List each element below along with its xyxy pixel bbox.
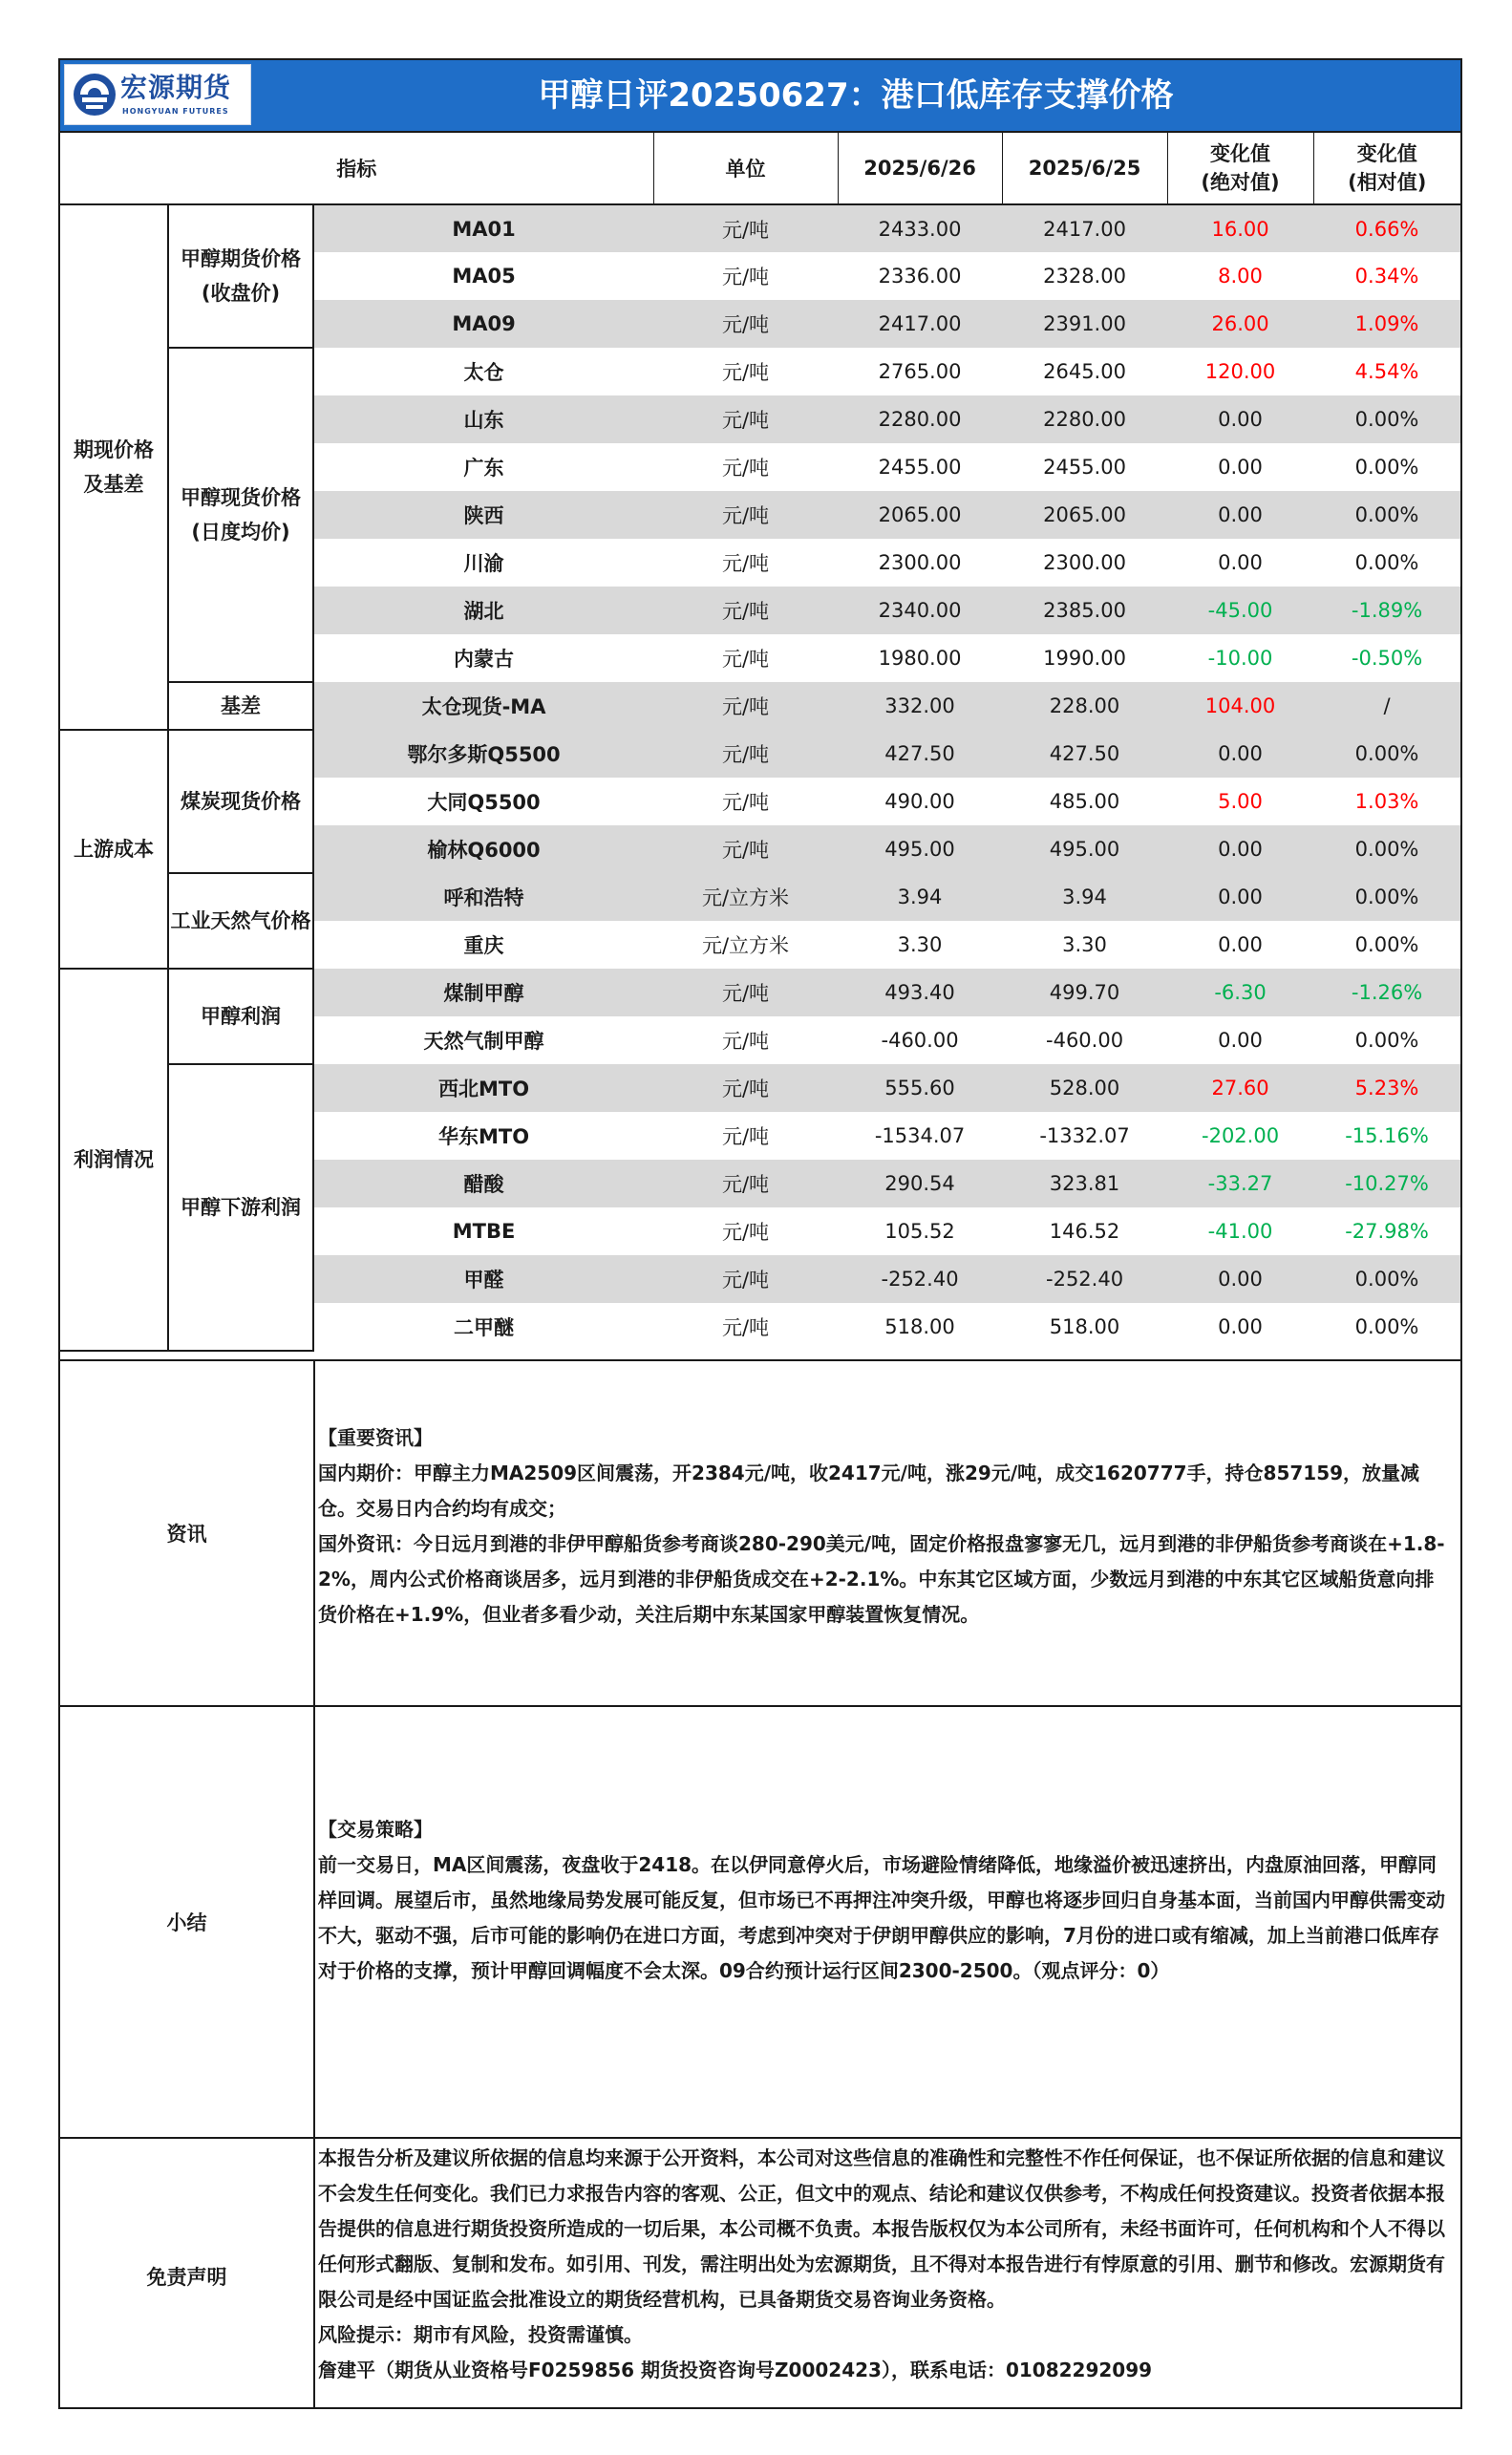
unit-cell: 元/吨 — [653, 825, 838, 873]
value-today-cell: 2765.00 — [878, 360, 962, 383]
indicator-cell: 呼和浩特 — [313, 873, 653, 921]
change-rel-cell: 0.00% — [1313, 491, 1460, 539]
unit-cell: 元/吨 — [653, 969, 838, 1016]
change-rel-cell: 0.00% — [1313, 825, 1460, 873]
value-today-cell: 493.40 — [838, 969, 1002, 1016]
subcategory-cell: 甲醇现货价格 (日度均价) — [168, 348, 313, 682]
risk-warning: 风险提示：期市有风险，投资需谨慎。 — [318, 2323, 643, 2346]
indicator-cell: MA01 — [313, 204, 653, 252]
indicator-cell: 鄂尔多斯Q5500 — [313, 730, 653, 778]
change-rel-cell: 1.09% — [1313, 300, 1460, 348]
value-today-cell: -1534.07 — [874, 1124, 966, 1147]
indicator-cell: 陕西 — [313, 491, 653, 539]
value-prev-cell: 2328.00 — [1043, 265, 1126, 288]
news-body — [318, 1420, 1453, 1633]
value-today-cell: 332.00 — [838, 682, 1002, 730]
subcategory-cell: 工业天然气价格 — [168, 873, 313, 969]
unit-cell: 元/吨 — [653, 1160, 838, 1207]
indicator-cell: 山东 — [313, 395, 653, 443]
value-prev-cell: 2385.00 — [1002, 587, 1167, 634]
change-abs-cell: -10.00 — [1207, 647, 1273, 670]
unit-cell: 元/吨 — [721, 552, 770, 575]
change-rel-cell: -27.98% — [1345, 1220, 1429, 1243]
header-indicator: 指标 — [60, 132, 653, 204]
change-rel-cell: 0.00% — [1313, 873, 1460, 921]
value-prev-cell: 2300.00 — [1043, 551, 1126, 574]
summary-body — [318, 1812, 1453, 1989]
subcategory-cell: 甲醇期货价格 (收盘价) — [168, 204, 313, 348]
category-cell: 上游成本 — [60, 730, 168, 969]
indicator-cell: 湖北 — [313, 587, 653, 634]
table-row — [60, 348, 1460, 395]
change-abs-cell: 104.00 — [1167, 682, 1313, 730]
value-prev-cell: 485.00 — [1049, 790, 1120, 813]
category-cell: 期现价格 及基差 — [60, 204, 168, 730]
news-label: 资讯 — [60, 1361, 315, 1705]
header-change-rel: 变化值 (相对值) — [1313, 132, 1460, 204]
change-rel-cell: 0.00% — [1354, 1315, 1419, 1338]
change-abs-cell: 0.00 — [1167, 873, 1313, 921]
change-rel-cell: 5.23% — [1313, 1064, 1460, 1112]
unit-cell: 元/吨 — [721, 1125, 770, 1148]
table-header-row — [60, 132, 1460, 204]
indicator-cell: 大同Q5500 — [427, 791, 541, 814]
value-today-cell: -252.40 — [838, 1255, 1002, 1303]
change-abs-cell: -6.30 — [1167, 969, 1313, 1016]
indicator-cell: 醋酸 — [313, 1160, 653, 1207]
table-row — [60, 1064, 1460, 1112]
value-prev-cell: 2391.00 — [1002, 300, 1167, 348]
indicator-cell: 太仓现货-MA — [313, 682, 653, 730]
indicator-table — [60, 131, 1460, 1352]
disclaimer-block — [60, 2137, 1460, 2409]
change-abs-cell: 120.00 — [1204, 360, 1276, 383]
value-prev-cell: 2645.00 — [1043, 360, 1126, 383]
change-abs-cell: 0.00 — [1167, 825, 1313, 873]
unit-cell: 元/吨 — [721, 457, 770, 480]
value-today-cell: 490.00 — [884, 790, 955, 813]
change-abs-cell: -33.27 — [1167, 1160, 1313, 1207]
news-heading: 【重要资讯】 — [318, 1426, 433, 1449]
change-abs-cell: 0.00 — [1167, 730, 1313, 778]
value-prev-cell: 3.94 — [1002, 873, 1167, 921]
change-rel-cell: 4.54% — [1354, 360, 1419, 383]
header-date-1: 2025/6/26 — [838, 132, 1002, 204]
change-abs-cell: 16.00 — [1167, 204, 1313, 252]
value-prev-cell: 427.50 — [1002, 730, 1167, 778]
unit-cell: 元/吨 — [653, 1255, 838, 1303]
value-today-cell: 3.30 — [897, 933, 943, 956]
value-today-cell: 2433.00 — [838, 204, 1002, 252]
indicator-cell: 太仓 — [463, 361, 504, 384]
header-unit: 单位 — [653, 132, 838, 204]
value-today-cell: 2065.00 — [838, 491, 1002, 539]
change-rel-cell: 0.00% — [1354, 933, 1419, 956]
summary-label: 小结 — [60, 1707, 315, 2137]
value-prev-cell: 2455.00 — [1043, 456, 1126, 479]
unit-cell: 元/吨 — [653, 491, 838, 539]
value-prev-cell: 146.52 — [1049, 1220, 1120, 1243]
change-abs-cell: -202.00 — [1202, 1124, 1280, 1147]
change-abs-cell: 0.00 — [1218, 1029, 1263, 1052]
change-abs-cell: 26.00 — [1167, 300, 1313, 348]
indicator-cell: 内蒙古 — [454, 648, 515, 671]
value-prev-cell: 2280.00 — [1002, 395, 1167, 443]
unit-cell: 元/吨 — [721, 1221, 770, 1244]
value-prev-cell: 528.00 — [1002, 1064, 1167, 1112]
change-abs-cell: 5.00 — [1218, 790, 1263, 813]
value-prev-cell: 2417.00 — [1002, 204, 1167, 252]
indicator-cell: 榆林Q6000 — [313, 825, 653, 873]
unit-cell: 元/吨 — [653, 204, 838, 252]
change-rel-cell: -15.16% — [1345, 1124, 1429, 1147]
change-abs-cell: 0.00 — [1218, 456, 1263, 479]
change-rel-cell: 0.34% — [1354, 265, 1419, 288]
value-prev-cell: -1332.07 — [1039, 1124, 1130, 1147]
change-rel-cell: -10.27% — [1313, 1160, 1460, 1207]
value-prev-cell: -460.00 — [1046, 1029, 1124, 1052]
change-abs-cell: 0.00 — [1167, 491, 1313, 539]
indicator-cell: 广东 — [463, 457, 504, 480]
value-today-cell: 290.54 — [838, 1160, 1002, 1207]
value-today-cell: 427.50 — [838, 730, 1002, 778]
value-prev-cell: 518.00 — [1049, 1315, 1120, 1338]
change-rel-cell: 0.00% — [1313, 395, 1460, 443]
indicator-cell: 二甲醚 — [454, 1316, 515, 1339]
unit-cell: 元/立方米 — [653, 873, 838, 921]
indicator-cell: 重庆 — [463, 934, 504, 957]
change-rel-cell: -0.50% — [1351, 647, 1423, 670]
indicator-cell: MTBE — [452, 1220, 516, 1243]
unit-cell: 元/吨 — [653, 587, 838, 634]
unit-cell: 元/吨 — [653, 682, 838, 730]
change-rel-cell: 0.00% — [1313, 730, 1460, 778]
report-title: 甲醇日评20250627：港口低库存支撑价格 — [538, 76, 1174, 115]
disclaimer-body — [318, 2141, 1453, 2388]
summary-heading: 【交易策略】 — [318, 1818, 433, 1841]
value-prev-cell: 2065.00 — [1002, 491, 1167, 539]
change-rel-cell: 0.66% — [1313, 204, 1460, 252]
table-row — [60, 204, 1460, 252]
unit-cell: 元/吨 — [653, 730, 838, 778]
change-rel-cell: / — [1313, 682, 1460, 730]
unit-cell: 元/吨 — [653, 395, 838, 443]
indicator-cell: 川渝 — [463, 552, 504, 575]
unit-cell: 元/吨 — [721, 1316, 770, 1339]
value-today-cell: 2417.00 — [838, 300, 1002, 348]
change-abs-cell: 0.00 — [1218, 933, 1263, 956]
value-prev-cell: 1990.00 — [1043, 647, 1126, 670]
subcategory-cell: 甲醇下游利润 — [168, 1064, 313, 1351]
report-sheet — [58, 58, 1462, 2409]
table-row — [60, 730, 1460, 778]
value-today-cell: 555.60 — [838, 1064, 1002, 1112]
unit-cell: 元/吨 — [721, 648, 770, 671]
indicator-cell: 煤制甲醇 — [313, 969, 653, 1016]
news-block — [60, 1359, 1460, 1705]
subcategory-cell: 基差 — [168, 682, 313, 730]
value-today-cell: 2300.00 — [878, 551, 962, 574]
indicator-cell: 华东MTO — [437, 1125, 530, 1148]
logo-text: 宏源期货 — [120, 72, 232, 103]
value-today-cell: 2336.00 — [878, 265, 962, 288]
change-abs-cell: 8.00 — [1218, 265, 1263, 288]
change-rel-cell: 0.00% — [1313, 1255, 1460, 1303]
table-row — [60, 969, 1460, 1016]
indicator-cell: 西北MTO — [313, 1064, 653, 1112]
disclaimer-text: 本报告分析及建议所依据的信息均来源于公开资料，本公司对这些信息的准确性和完整性不作任何保证，也不保证所依据的信息和建议不会发生任何变化。我们已力求报告内容的客观、公正，但文中的观点、结论和建议仅供参考，不构成任何投资建议。投资者依据本报告提供的信息进行期货投资所造成的一切后果，本公司概不负责。本报告版权仅为本公司所有，未经书面许可，任何机构和个人不得以任何形式翻版、复制和发布。如引用、刊发，需注明出处为宏源期货，且不得对本报告进行有悖原意的引用、删节和修改。宏源期货有限公司是经中国证监会批准设立的期货经营机构，已具备期货交易咨询业务资格。 — [318, 2146, 1445, 2311]
change-abs-cell: -41.00 — [1207, 1220, 1273, 1243]
value-today-cell: 2340.00 — [838, 587, 1002, 634]
unit-cell: 元/吨 — [721, 791, 770, 814]
indicator-cell: 天然气制甲醇 — [423, 1030, 544, 1053]
change-abs-cell: 0.00 — [1167, 395, 1313, 443]
indicator-cell: 甲醛 — [313, 1255, 653, 1303]
news-foreign: 国外资讯：今日远月到港的非伊甲醇船货参考商谈280-290美元/吨，固定价格报盘寥寥无几，远月到港的非伊船货参考商谈在+1.8-2%，周内公式价格商谈居多，远月到港的非伊船货成交在+2-2.1%。中东其它区域方面，少数远月到港的中东其它区域船货意向排货价格在+1.9%，但业者多看少动，关注后期中东某国家甲醇装置恢复情况。 — [318, 1532, 1445, 1626]
unit-cell: 元/吨 — [721, 361, 770, 384]
summary-block — [60, 1705, 1460, 2137]
value-today-cell: 3.94 — [838, 873, 1002, 921]
indicator-cell: MA09 — [313, 300, 653, 348]
unit-cell: 元/吨 — [721, 1030, 770, 1053]
company-logo — [64, 64, 251, 125]
change-rel-cell: -1.26% — [1313, 969, 1460, 1016]
value-today-cell: 2280.00 — [838, 395, 1002, 443]
value-today-cell: 105.52 — [884, 1220, 955, 1243]
header-change-abs: 变化值 (绝对值) — [1167, 132, 1313, 204]
subcategory-cell: 甲醇利润 — [168, 969, 313, 1064]
unit-cell: 元/吨 — [653, 1064, 838, 1112]
value-today-cell: -460.00 — [881, 1029, 959, 1052]
indicator-cell: MA05 — [452, 265, 516, 288]
value-prev-cell: 228.00 — [1002, 682, 1167, 730]
value-prev-cell: 323.81 — [1002, 1160, 1167, 1207]
analyst-info: 詹建平（期货从业资格号F0259856 期货投资咨询号Z0002423），联系电话：01082292099 — [318, 2359, 1153, 2381]
change-abs-cell: 0.00 — [1218, 1315, 1263, 1338]
logo-icon — [71, 71, 118, 118]
category-cell: 利润情况 — [60, 969, 168, 1351]
value-today-cell: 495.00 — [838, 825, 1002, 873]
change-rel-cell: 0.00% — [1354, 551, 1419, 574]
value-today-cell: 518.00 — [884, 1315, 955, 1338]
change-abs-cell: 0.00 — [1167, 1255, 1313, 1303]
value-prev-cell: -252.40 — [1002, 1255, 1167, 1303]
unit-cell: 元/吨 — [653, 300, 838, 348]
change-rel-cell: -1.89% — [1313, 587, 1460, 634]
change-abs-cell: 27.60 — [1167, 1064, 1313, 1112]
change-rel-cell: 0.00% — [1354, 1029, 1419, 1052]
table-row — [60, 682, 1460, 730]
table-row — [60, 873, 1460, 921]
change-abs-cell: -45.00 — [1167, 587, 1313, 634]
header-date-2: 2025/6/25 — [1002, 132, 1167, 204]
change-rel-cell: 1.03% — [1354, 790, 1419, 813]
unit-cell: 元/立方米 — [701, 934, 790, 957]
logo-subtext: HONGYUAN FUTURES — [122, 107, 229, 116]
disclaimer-label: 免责声明 — [60, 2139, 315, 2409]
value-prev-cell: 499.70 — [1002, 969, 1167, 1016]
change-abs-cell: 0.00 — [1218, 551, 1263, 574]
change-rel-cell: 0.00% — [1354, 456, 1419, 479]
value-today-cell: 1980.00 — [878, 647, 962, 670]
news-domestic: 国内期价：甲醇主力MA2509区间震荡，开2384元/吨，收2417元/吨，涨29元/吨，成交1620777手，持仓857159，放量减仓。交易日内合约均有成交； — [318, 1462, 1420, 1520]
summary-text: 前一交易日，MA区间震荡，夜盘收于2418。在以伊同意停火后，市场避险情绪降低，地缘溢价被迅速挤出，内盘原油回落，甲醇同样回调。展望后市，虽然地缘局势发展可能反复，但市场已不再押注冲突升级，甲醇也将逐步回归自身基本面，当前国内甲醇供需变动不大，驱动不强，后市可能的影响仍在进口方面，考虑到冲突对于伊朗甲醇供应的影响，7月份的进口或有缩减，加上当前港口低库存对于价格的支撑，预计甲醇回调幅度不会太深。09合约预计运行区间2300-2500。（观点评分：0） — [318, 1853, 1445, 1982]
unit-cell: 元/吨 — [721, 266, 770, 288]
subcategory-cell: 煤炭现货价格 — [168, 730, 313, 873]
value-prev-cell: 495.00 — [1002, 825, 1167, 873]
title-bar — [60, 60, 1460, 131]
value-today-cell: 2455.00 — [878, 456, 962, 479]
value-prev-cell: 3.30 — [1062, 933, 1107, 956]
